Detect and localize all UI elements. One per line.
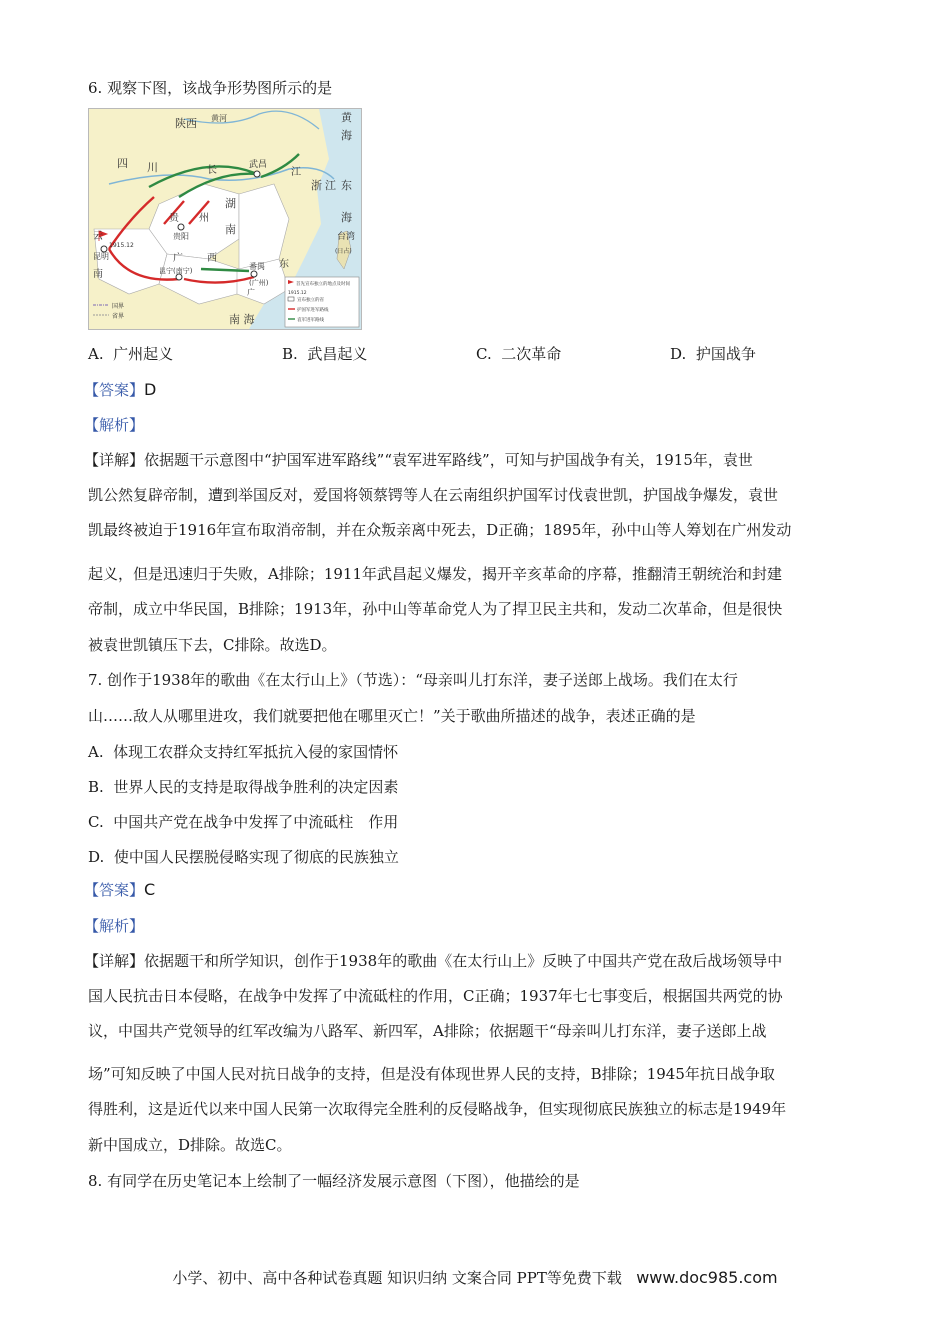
legend-province-border: 省界 [112,313,125,320]
map-label-zhou: 州 [199,213,209,224]
map-label-jiang: 江 [291,167,301,178]
q6-stem: 6. 观察下图，该战争形势图所示的是 [88,79,333,97]
map-label-hai-top: 海 [341,129,352,142]
q7-option-b-letter: B. [88,778,104,796]
q6-detail-line-6: 被袁世凯镇压下去，C排除。故选D。 [88,636,337,654]
map-label-nanning: 邕宁(南宁) [159,267,193,275]
map-label-guiyang: 贵阳 [173,232,189,241]
q6-analysis-label: 【解析】 [84,416,145,434]
q7-detail-label: 【详解】 [84,952,145,970]
q6-detail-line-4: 起义，但是迅速归于失败，A排除；1911年武昌起义爆发，揭开辛亥革命的序幕，推翻清王朝统治和封建 [88,565,783,583]
q7-option-d [88,847,399,867]
legend-province-swatch [288,297,294,301]
q7-answer-label: 【答案】 [84,881,145,899]
map-label-zhe: 浙 [311,179,322,192]
q7-detail-text-1: 依据题干和所学知识，创作于1938年的歌曲《在太行山上》反映了中国共产党在敌后战场领导中 [144,952,783,970]
q6-answer-value: D [144,380,157,399]
q6-option-c-text: 二次革命 [501,345,562,363]
map-label-date: 1915.12 [109,242,134,249]
map-label-kunming: 昆明 [93,252,109,261]
map-label-dong: 东 [341,179,352,192]
q8-stem: 8. 有同学在历史笔记本上绘制了一幅经济发展示意图（下图），他描绘的是 [88,1172,580,1190]
q6-detail-text-1: 依据题干示意图中“护国军进军路线”“袁军进军路线”，可知与护国战争有关，1915年，袁世 [144,451,753,469]
q7-option-a-letter: A. [88,743,104,761]
province-yunnan [94,229,167,294]
q6-option-d [670,344,756,364]
map-label-taiwan: 台湾 [337,232,356,242]
q6-option-a [88,344,173,364]
map-label-nan: 南 [225,223,236,236]
map-label-jiang2: 江 [325,179,336,192]
map-label-taiwan-note: (日占) [335,248,352,255]
map-label-xi: 西 [207,253,217,264]
map-label-shaanxi: 陕西 [175,117,197,130]
q7-option-b [88,777,398,797]
map-label-hu: 湖 [225,197,236,210]
legend-yuan-route: 袁军进军路线 [297,318,324,323]
map-label-panyu: 番禺 [249,262,265,271]
page-footer [0,1268,950,1288]
q7-detail-line-4: 场”可知反映了中国人民对抗日战争的支持，但是没有体现世界人民的支持，B排除；1945年抗日战争取 [88,1065,775,1083]
map-label-guangzhou: (广州) [249,279,269,287]
q7-option-a-text: 体现工农群众支持红军抵抗入侵的家国情怀 [113,743,399,761]
map-label-chuan: 川 [147,161,158,174]
q6-detail-line-2: 凯公然复辟帝制，遭到举国反对，爱国将领蔡锷等人在云南组织护国军讨伐袁世凯，护国战争爆发，袁世 [88,486,779,504]
map-label-dong2: 东 [279,259,289,270]
yellow-river [184,111,319,129]
q6-option-b-text: 武昌起义 [307,345,368,363]
guangzhou-marker [251,271,257,277]
map-label-chang: 长 [207,165,217,176]
q6-detail-line-5: 帝制，成立中华民国，B排除；1913年，孙中山等革命党人为了捍卫民主共和，发动二次革命，但是很快 [88,600,783,618]
q6-option-c-letter: C. [476,345,492,363]
q7-option-c-letter: C. [88,813,104,831]
q6-answer [84,380,156,400]
legend-first-independence: 首先宣布独立的地点及时间 [296,282,350,287]
q7-detail-line-6: 新中国成立，D排除。故选C。 [88,1136,292,1154]
legend-hg-route: 护国军进军路线 [297,308,329,313]
q7-option-d-text: 使中国人民摆脱侵略实现了彻底的民族独立 [113,848,399,866]
q6-detail-line-1 [84,450,753,470]
q6-answer-label: 【答案】 [84,381,145,399]
footer-text: 小学、初中、高中各种试卷真题 知识归纳 文案合同 PPT等免费下载 [172,1269,622,1287]
q6-option-c [476,344,561,364]
q7-option-b-text: 世界人民的支持是取得战争胜利的决定因素 [113,778,399,796]
q6-option-a-letter: A. [88,345,104,363]
map-label-guang: 广 [173,253,183,264]
map-label-si: 四 [117,157,128,170]
q7-option-a [88,742,398,762]
q7-detail-line-5: 得胜利，这是近代以来中国人民第一次取得完全胜利的反侵略战争，但实现彻底民族独立的标志是1949年 [88,1100,787,1118]
q7-option-c [88,812,398,832]
map-label-huanghe: 黄河 [211,114,227,123]
wuchang-marker [254,171,260,177]
map-label-nanhai: 南 海 [229,313,255,326]
map-label-hai-east: 海 [341,211,352,224]
legend-date: 1915.12 [288,291,307,296]
war-map-svg [89,109,361,329]
guiyang-marker [178,224,184,230]
legend-independent-province: 宣布独立的省 [297,298,324,303]
q7-stem-line-1: 7. 创作于1938年的歌曲《在太行山上》（节选）：“母亲叫儿打东洋，妻子送郎上战场。我们在太行 [88,671,738,689]
q6-detail-label: 【详解】 [84,451,145,469]
q7-option-c-text: 中国共产党在战争中发挥了中流砥柱 作用 [113,813,399,831]
q7-answer-value: C [144,880,156,899]
map-label-guang2: 广 [247,288,255,297]
q6-option-d-letter: D. [670,345,687,363]
q7-stem-line-2: 山……敌人从哪里进攻，我们就要把他在哪里灭亡！”关于歌曲所描述的战争，表述正确的是 [88,707,696,725]
map-label-huang: 黄 [341,111,352,124]
q7-answer [84,880,155,900]
war-map [88,108,362,330]
province-hunan [239,184,289,269]
q6-option-b [282,344,367,364]
q7-detail-line-3: 议，中国共产党领导的红军改编为八路军、新四军，A排除；依据题干“母亲叫儿打东洋，妻子送郎上战 [88,1022,767,1040]
map-label-nan2: 南 [93,269,103,280]
q6-option-b-letter: B. [282,345,298,363]
q6-option-a-text: 广州起义 [113,345,174,363]
legend-national-border: 国界 [112,303,125,310]
q7-option-d-letter: D. [88,848,105,866]
map-label-yun: 云 [93,231,103,242]
footer-url[interactable]: www.doc985.com [636,1268,778,1287]
q7-detail-line-2: 国人民抗击日本侵略，在战争中发挥了中流砥柱的作用，C正确；1937年七七事变后，根据国共两党的协 [88,987,783,1005]
q6-detail-line-3: 凯最终被迫于1916年宣布取消帝制，并在众叛亲离中死去，D正确；1895年，孙中山等人筹划在广州发动 [88,521,792,539]
map-label-wuchang: 武昌 [249,160,268,170]
q7-detail-line-1 [84,951,782,971]
q6-option-d-text: 护国战争 [695,345,756,363]
q7-analysis-label: 【解析】 [84,917,145,935]
map-label-gui: 贵 [169,213,179,224]
